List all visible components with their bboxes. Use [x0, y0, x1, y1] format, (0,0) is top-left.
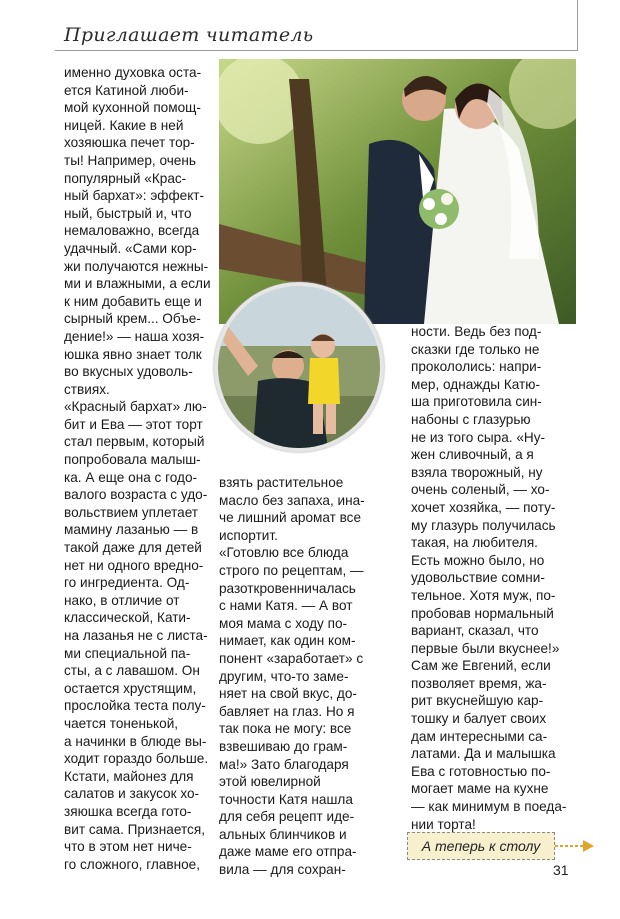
article-column-2: взять растительное масло без запаха, ина- че лишний аромат все испортит. «Готовлю все блюда строго по рецептам, — разоткровенничалась с нами Катя. — А вот моя мама с ходу по- нимает, как один ком- понент «заработает» с другим, что-то заме- няет на свой вкус, до- бавляет на глаз. Но я так пока не могу: все взвешиваю до грам- ма!» Зато благодаря этой ювелирной точности Катя нашла для себя рецепт иде- альных блинчиков и даже маме его отпра- вила — для сохран- [219, 475, 365, 878]
arrow-right-icon [555, 838, 595, 859]
father-daughter-photo [214, 282, 384, 452]
article-column-1: именно духовка оста- ется Катиной люби- мой кухонной помощ- ницей. Какие в ней хозяюшка печет тор- ты! Например, очень популярный «Крас- ный бархат»: эффект- ный, быстрый и, что немаловажно, всегда удачный. «Сами кор- жи получаются нежны- ми и влажными, а если к ним добавить еще и сырный крем... Объе- дение!» — наша хозя- юшка явно знает толк во вкусных удоволь- ствиях. «Красный бархат» лю- бит и Ева — этот торт стал первым, который попробовала малыш- ка. А еще она с годо- валого возраста с удо- вольствием уплетает мамину лазанью — в такой даже для детей нет ни одного вредно- го ингредиента. Од- нако, в отличие от классической, Кати- на лазанья не с листа- ми специальной па- сты, а с лавашом. Он остается хрустящим, прослойка теста полу- чается тоненькой, а начинки в блюде вы- ходит гораздо больше. Кстати, майонез для салатов и закусок хо- зяюшка всегда гото- вит сама. Признается, что в этом нет ниче- го сложного, главное, [64, 65, 211, 872]
article-column-3: ности. Ведь без под- сказки где только не прокололись: напри- мер, однажды Катю- ша приготовила син- набоны с глазурью не из того сыра. «Ну- жен сливочный, а я взяла творожный, ну очень соленый, — хо- хочет хозяйка, — поту- му глазурь получилась такая, на любителя. Есть можно было, но удовольствие сомни- тельное. Хотя муж, по- пробовав нормальный вариант, сказал, что первые были вкуснее!» Сам же Евгений, если позволяет время, жа- рит вкуснейшую кар- тошку и балует своих дам интересными са- латами. Да и малышка Ева с готовностью по- могает маме на кухне — как минимум в поеда- нии торта! [411, 324, 567, 832]
next-section-label: А теперь к столу [421, 838, 541, 854]
father-daughter-photo-image [218, 286, 380, 448]
section-title: Приглашает читатель [64, 24, 314, 46]
page-number: 31 [553, 862, 569, 878]
wedding-photo-image [219, 59, 576, 324]
next-section-tag [407, 832, 555, 860]
wedding-photo [219, 59, 576, 324]
